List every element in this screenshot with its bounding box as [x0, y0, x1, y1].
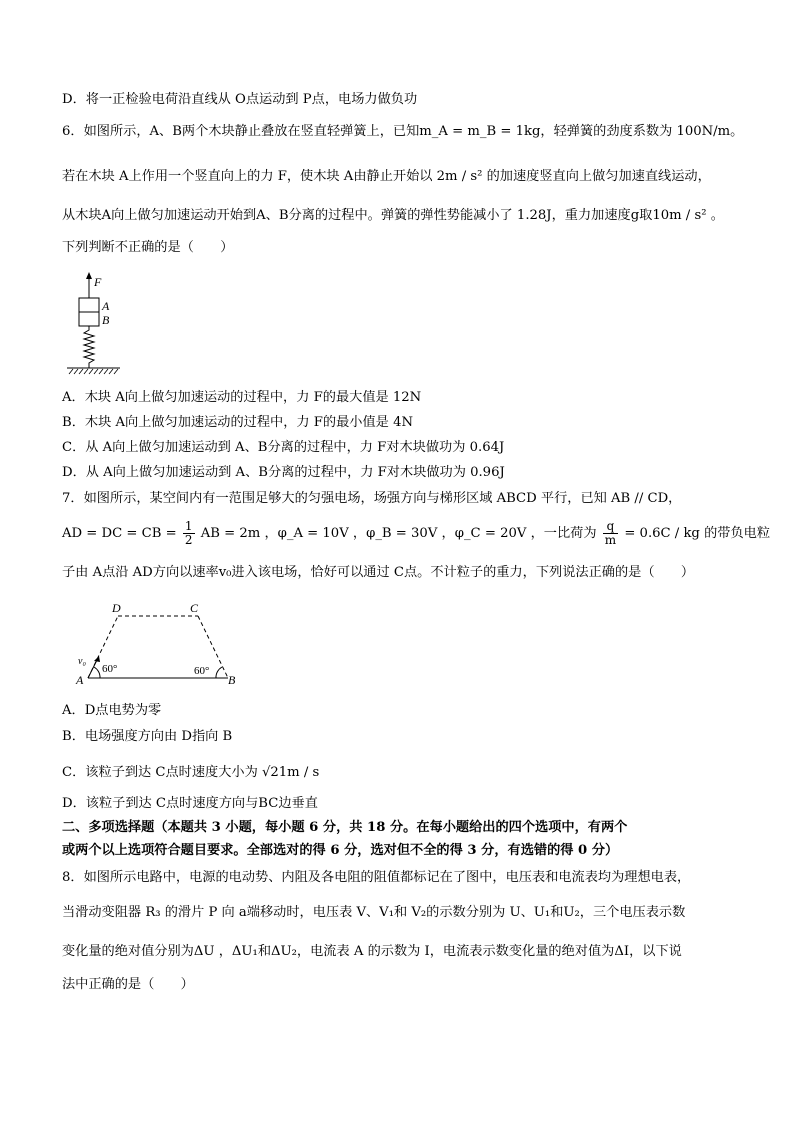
trapezoid-figure — [70, 598, 250, 690]
label-D: D — [112, 601, 121, 615]
label-v0: v₀ — [78, 656, 86, 667]
q6-option-c: C．从 A向上做匀加速运动到 A、B分离的过程中，力 F对木块做功为 0.64J — [62, 440, 505, 455]
label-A: A — [102, 299, 110, 313]
q8-stem-1: 8．如图所示电路中，电源的电动势、内阻及各电阻的阻值都标记在了图中，电压表和电流表均为理想电表， — [62, 870, 691, 885]
label-angle-b: 60° — [194, 665, 210, 677]
q7-stem-1: 7．如图所示，某空间内有一范围足够大的匀强电场，场强方向与梯形区域 ABCD 平行，已知 AB // CD， — [62, 491, 682, 506]
section-2-heading-1: 二、多项选择题（本题共 3 小题，每小题 6 分，共 18 分。在每小题给出的四个选项中，有两个 — [62, 820, 628, 835]
label-C: C — [190, 601, 199, 615]
q6-option-b: B．木块 A向上做匀加速运动的过程中，力 F的最小值是 4N — [62, 415, 413, 430]
label-angle-a: 60° — [102, 663, 118, 675]
q6-stem-2: 若在木块 A上作用一个竖直向上的力 F，使木块 A由静止开始以 2m / s² 的加速度竖直向上做匀加速直线运动， — [62, 169, 711, 184]
label-F: F — [94, 275, 102, 289]
q7-option-a: A．D点电势为零 — [62, 703, 162, 718]
q6-stem-1: 6．如图所示，A、B两个木块静止叠放在竖直轻弹簧上，已知m_A = m_B = 1kg，轻弹簧的劲度系数为 100N/m。 — [62, 124, 744, 139]
q7-eq-part1: AD = DC = CB = — [62, 526, 177, 541]
q5-option-d: D．将一正检验电荷沿直线从 O点运动到 P点，电场力做负功 — [62, 92, 418, 107]
label-B: B — [102, 313, 110, 327]
q7-option-b: B．电场强度方向由 D指向 B — [62, 729, 233, 744]
q6-option-a: A．木块 A向上做匀加速运动的过程中，力 F的最大值是 12N — [62, 390, 422, 405]
q6-stem-4: 下列判断不正确的是（ ） — [62, 240, 234, 255]
label-A: A — [76, 673, 84, 687]
q7-eq-part3: = 0.6C / kg 的带负电粒 — [624, 526, 771, 541]
q7-stem-2 — [62, 519, 770, 549]
label-B: B — [228, 673, 236, 687]
q8-stem-4: 法中正确的是（ ） — [62, 977, 194, 992]
section-2-heading-2: 或两个以上选项符合题目要求。全部选对的得 6 分，选对但不全的得 3 分，有选错的得 0 分） — [62, 843, 619, 858]
spring-blocks-figure — [62, 268, 132, 380]
q7-option-d: D．该粒子到达 C点时速度方向与BC边垂直 — [62, 796, 318, 811]
q6-stem-3: 从木块A向上做匀加速运动开始到A、B分离的过程中。弹簧的弹性势能减小了 1.28J，重力加速度g取10m / s² 。 — [62, 208, 724, 223]
q7-option-c: C．该粒子到达 C点时速度大小为 √21m / s — [62, 765, 320, 780]
q8-stem-2: 当滑动变阻器 R₃ 的滑片 P 向 a端移动时，电压表 V、V₁和 V₂的示数分别为 U、U₁和U₂，三个电压表示数 — [62, 905, 686, 920]
q8-stem-3: 变化量的绝对值分别为ΔU ，ΔU₁和ΔU₂，电流表 A 的示数为 I，电流表示数变化量的绝对值为ΔI，以下说 — [62, 944, 682, 959]
q6-option-d: D．从 A向上做匀加速运动到 A、B分离的过程中，力 F对木块做功为 0.96J — [62, 465, 505, 480]
fraction-half: $\frac{1}{2}$ — [184, 519, 193, 547]
q7-stem-3: 子由 A点沿 AD方向以速率v₀进入该电场，恰好可以通过 C点。不计粒子的重力，下列说法正确的是（ ） — [62, 565, 695, 580]
fraction-q-over-m: $\frac{q}{m}$ — [604, 519, 617, 547]
q7-eq-part2: AB = 2m ，φ_A = 10V ，φ_B = 30V ，φ_C = 20V ，一比荷为 — [200, 526, 597, 541]
